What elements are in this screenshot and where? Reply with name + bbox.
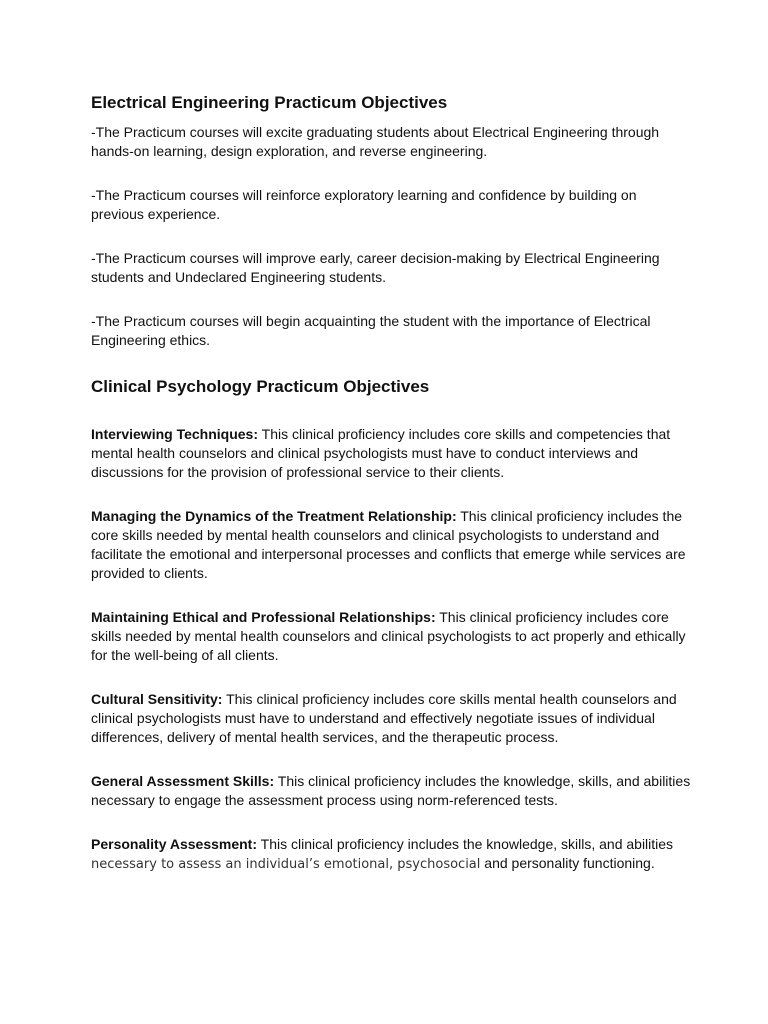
objective-text: This clinical proficiency includes core skills mental health counselors and clinical psychologists must have to understand and effectively negotiate issues of individual differences, delivery of mental health services, and the therapeutic process. [91,691,677,745]
document-page [91,91,691,899]
objective-text: This clinical proficiency includes core skills needed by mental health counselors and clinical psychologists to act properly and ethically for the well-being of all clients. [91,609,686,663]
cp-objective-ethical-relationships [91,608,691,665]
ee-objective-4: -The Practicum courses will begin acquainting the student with the importance of Electrical Engineering ethics. [91,313,651,348]
cp-objective-cultural-sensitivity [91,690,691,747]
objective-text: This clinical proficiency includes the knowledge, skills, and abilities necessary to engage the assessment process using norm-referenced tests. [91,773,691,808]
objective-term: Managing the Dynamics of the Treatment Relationship: [91,508,457,524]
objective-term: Cultural Sensitivity: [91,691,223,707]
objective-text-end: and personality functioning. [480,855,655,871]
objective-term: Personality Assessment: [91,836,257,852]
cp-section-heading: Clinical Psychology Practicum Objectives [91,377,430,396]
objective-text: This clinical proficiency includes the knowledge, skills, and abilities [257,836,674,852]
objective-term: Maintaining Ethical and Professional Relationships: [91,609,436,625]
objective-text: This clinical proficiency includes the core skills needed by mental health counselors and clinical psychologists to understand and facilitate the emotional and interpersonal processes and conflicts that emerge while services are provided to clients. [91,508,686,581]
ee-section-heading: Electrical Engineering Practicum Objectives [91,93,448,112]
ee-objective-2: -The Practicum courses will reinforce exploratory learning and confidence by building on previous experience. [91,187,637,222]
cp-objective-treatment-relationship [91,507,691,583]
ee-objective-3: -The Practicum courses will improve early, career decision-making by Electrical Engineering students and Undeclared Engineering students. [91,250,660,285]
cp-objective-interviewing [91,425,691,482]
ee-objective-1: -The Practicum courses will excite graduating students about Electrical Engineering through hands-on learning, design exploration, and reverse engineering. [91,124,660,159]
objective-term: General Assessment Skills: [91,773,275,789]
ee-objectives-section [91,91,691,350]
cp-objective-general-assessment [91,772,691,810]
cp-objectives-section [91,375,691,874]
objective-text-alt-font: necessary to assess an individual’s emotional, psychosocial [91,857,481,872]
cp-objective-personality-assessment [91,835,691,874]
objective-text: This clinical proficiency includes core skills and competencies that mental health counselors and clinical psychologists must have to conduct interviews and discussions for the provision of professional service to their clients. [91,426,671,480]
objective-term: Interviewing Techniques: [91,426,258,442]
